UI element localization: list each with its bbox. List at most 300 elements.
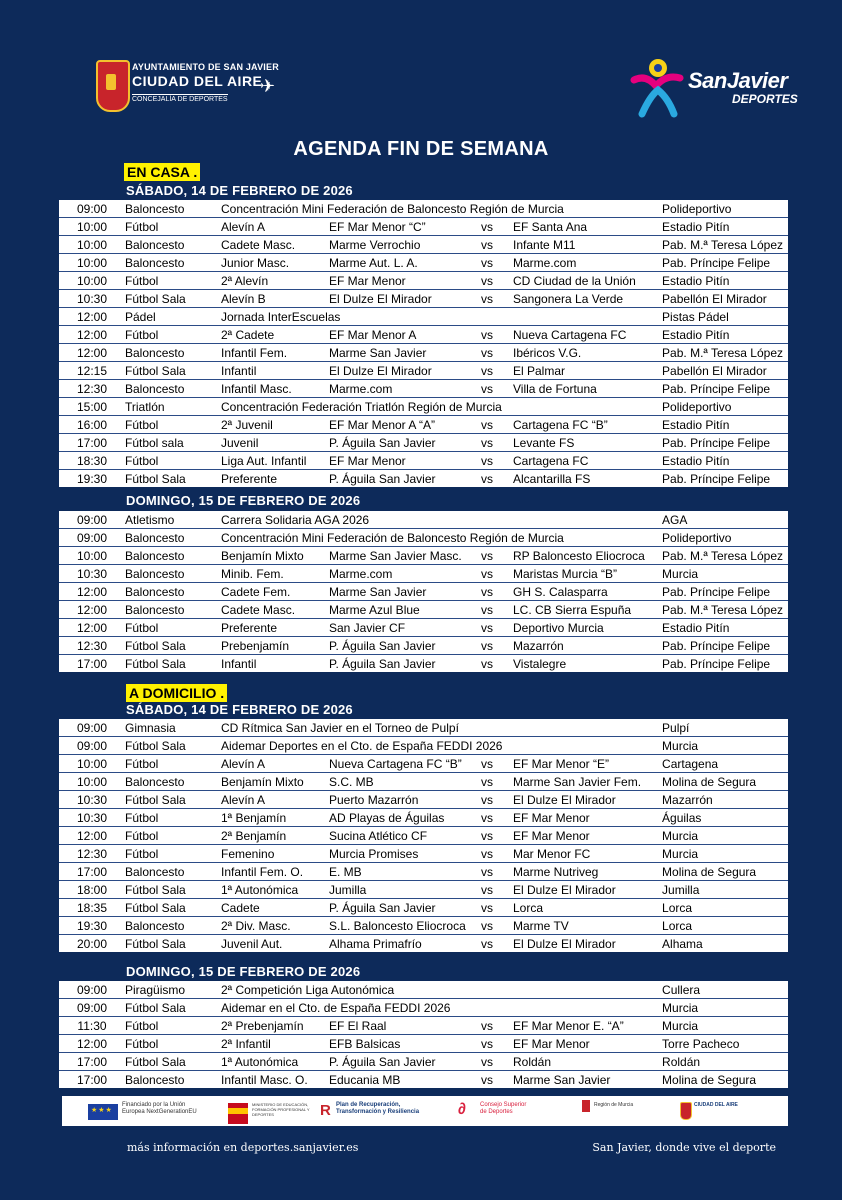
vs-cell: vs (477, 917, 509, 935)
vs-cell: vs (477, 1035, 509, 1053)
schedule-row (59, 398, 788, 416)
schedule-row (59, 881, 788, 899)
away-team-cell: Cartagena FC “B” (509, 416, 658, 434)
category-cell: 2ª Juvenil (217, 416, 325, 434)
time-cell: 17:00 (59, 1053, 121, 1071)
sport-cell: Fútbol Sala (121, 1053, 217, 1071)
category-cell: 1ª Benjamín (217, 809, 325, 827)
coat-of-arms-icon (96, 60, 130, 112)
home-team-cell: Nueva Cartagena FC “B” (325, 755, 477, 773)
category-cell: Infantil Fem. O. (217, 863, 325, 881)
vs-cell: vs (477, 218, 509, 236)
schedule-row (59, 655, 788, 673)
category-cell: Aidemar Deportes en el Cto. de España FEDDI 2026 (217, 737, 658, 755)
sport-cell: Piragüismo (121, 981, 217, 999)
time-cell: 17:00 (59, 863, 121, 881)
vs-cell: vs (477, 416, 509, 434)
page-title: AGENDA FIN DE SEMANA (293, 138, 549, 160)
time-cell: 18:30 (59, 452, 121, 470)
home-team-cell: S.C. MB (325, 773, 477, 791)
schedule-row (59, 547, 788, 565)
time-cell: 18:00 (59, 881, 121, 899)
category-cell: Infantil (221, 656, 257, 671)
schedule-row (59, 827, 788, 845)
time-cell: 20:00 (76, 936, 108, 951)
category-cell: Juvenil Aut. (221, 936, 283, 951)
vs-cell: vs (477, 254, 509, 272)
sj-brand-subtitle: DEPORTES (732, 92, 798, 106)
schedule-row (59, 470, 788, 488)
time-cell: 10:30 (59, 565, 121, 583)
vs-cell: vs (477, 899, 509, 917)
vs-cell: vs (477, 863, 509, 881)
sport-cell: Fútbol Sala (121, 737, 217, 755)
home-team-cell: EF Mar Menor A “A” (325, 416, 477, 434)
schedule-row (59, 583, 788, 601)
csd-logo: Consejo Superior de Deportes (480, 1102, 527, 1115)
category-cell: Infantil (217, 362, 325, 380)
schedule-row (59, 637, 788, 655)
athlete-figure-icon (628, 56, 686, 118)
home-team-cell: Alhama Primafrío (329, 936, 422, 951)
time-cell: 15:00 (59, 398, 121, 416)
vs-cell: vs (477, 452, 509, 470)
time-cell: 12:00 (59, 601, 121, 619)
category-cell: Jornada InterEscuelas (217, 308, 658, 326)
sport-cell: Fútbol (121, 827, 217, 845)
home-team-cell: Educania MB (329, 1072, 401, 1087)
venue-cell: Pab. Príncipe Felipe (662, 471, 771, 486)
sport-cell: Pádel (121, 308, 217, 326)
time-cell: 10:00 (59, 218, 121, 236)
vs-cell: vs (477, 881, 509, 899)
category-cell: Concentración Mini Federación de Baloncesto Región de Murcia (217, 529, 658, 547)
time-cell: 11:30 (59, 1017, 121, 1035)
schedule-row (59, 200, 788, 218)
schedule-row (59, 791, 788, 809)
schedule-row (59, 619, 788, 637)
spain-flag-icon (228, 1103, 248, 1124)
sport-cell: Fútbol Sala (121, 791, 217, 809)
venue-cell: Pabellón El Mirador (658, 290, 788, 308)
venue-cell: Roldán (658, 1053, 788, 1071)
vs-cell: vs (477, 827, 509, 845)
time-cell: 10:00 (59, 254, 121, 272)
day-heading-domicilio-saturday: SÁBADO, 14 DE FEBRERO DE 2026 (126, 702, 353, 717)
venue-cell: Murcia (658, 1017, 788, 1035)
sport-cell: Fútbol Sala (125, 471, 186, 486)
schedule-row (59, 308, 788, 326)
time-cell: 12:00 (59, 308, 121, 326)
away-team-cell: EF Santa Ana (509, 218, 658, 236)
time-cell: 10:00 (59, 272, 121, 290)
sport-cell: Atletismo (121, 511, 217, 529)
home-team-cell: Marme San Javier (325, 583, 477, 601)
venue-cell: Torre Pacheco (658, 1035, 788, 1053)
sport-cell: Baloncesto (121, 601, 217, 619)
category-cell: Carrera Solidaria AGA 2026 (217, 511, 658, 529)
sport-cell: Baloncesto (121, 380, 217, 398)
vs-cell: vs (477, 547, 509, 565)
schedule-row (59, 755, 788, 773)
category-cell: Concentración Mini Federación de Baloncesto Región de Murcia (217, 200, 658, 218)
time-cell: 12:00 (59, 583, 121, 601)
time-cell: 09:00 (59, 981, 121, 999)
venue-cell: Pab. Príncipe Felipe (658, 583, 788, 601)
venue-cell: Murcia (658, 827, 788, 845)
schedule-table (59, 981, 788, 1088)
home-team-cell: EFB Balsicas (325, 1035, 477, 1053)
time-cell: 10:00 (59, 236, 121, 254)
ayuntamiento-line1: AYUNTAMIENTO DE SAN JAVIER (132, 62, 279, 72)
vs-cell: vs (477, 601, 509, 619)
vs-cell: vs (477, 791, 509, 809)
category-cell: Infantil Fem. (217, 344, 325, 362)
away-team-cell: Deportivo Murcia (509, 619, 658, 637)
day-heading-casa-saturday: SÁBADO, 14 DE FEBRERO DE 2026 (126, 183, 353, 198)
category-cell: 1ª Autonómica (217, 1053, 325, 1071)
away-team-cell: Alcantarilla FS (513, 471, 591, 486)
prtr-logo: Plan de Recuperación, Transformación y Resiliencia (336, 1102, 420, 1115)
schedule-row (59, 272, 788, 290)
venue-cell: Pab. M.ª Teresa López (658, 547, 788, 565)
vs-cell: vs (477, 362, 509, 380)
venue-cell: Estadio Pitín (658, 416, 788, 434)
away-team-cell: Mar Menor FC (509, 845, 658, 863)
away-team-cell: El Dulze El Mirador (509, 881, 658, 899)
sport-cell: Fútbol Sala (121, 290, 217, 308)
vs-cell: vs (477, 583, 509, 601)
schedule-row (59, 218, 788, 236)
venue-cell: Estadio Pitín (658, 619, 788, 637)
away-team-cell: Marme TV (509, 917, 658, 935)
category-cell: 1ª Autonómica (217, 881, 325, 899)
away-team-cell: Vistalegre (513, 656, 567, 671)
venue-cell: Murcia (658, 999, 788, 1017)
venue-cell: Pab. Príncipe Felipe (658, 380, 788, 398)
category-cell: Preferente (221, 471, 278, 486)
sport-cell: Fútbol Sala (125, 936, 186, 951)
home-team-cell: Marme Azul Blue (325, 601, 477, 619)
eu-funding-logo: Financiado por la Unión Europea NextGenerationEU (122, 1102, 197, 1115)
away-team-cell: EF Mar Menor “E” (509, 755, 658, 773)
vs-cell: vs (477, 434, 509, 452)
venue-cell: Pabellón El Mirador (658, 362, 788, 380)
time-cell: 12:00 (59, 1035, 121, 1053)
vs-cell: vs (477, 755, 509, 773)
venue-cell: Pab. Príncipe Felipe (658, 254, 788, 272)
time-cell: 12:15 (59, 362, 121, 380)
time-cell: 12:00 (59, 326, 121, 344)
sport-cell: Fútbol (121, 218, 217, 236)
home-team-cell: EF El Raal (325, 1017, 477, 1035)
away-team-cell: GH S. Calasparra (509, 583, 658, 601)
home-team-cell: Marme San Javier Masc. (325, 547, 477, 565)
vs-cell: vs (477, 236, 509, 254)
away-team-cell: EF Mar Menor (509, 809, 658, 827)
time-cell: 12:30 (59, 845, 121, 863)
time-cell: 10:30 (59, 809, 121, 827)
vs-cell: vs (477, 845, 509, 863)
schedule-row (59, 380, 788, 398)
schedule-row (59, 254, 788, 272)
away-team-cell: Roldán (509, 1053, 658, 1071)
vs-cell: vs (477, 809, 509, 827)
category-cell: Aidemar en el Cto. de España FEDDI 2026 (217, 999, 658, 1017)
schedule-table (59, 719, 788, 952)
sport-cell: Fútbol Sala (121, 899, 217, 917)
category-cell: Juvenil (217, 434, 325, 452)
venue-cell: Murcia (658, 565, 788, 583)
venue-cell: Pab. M.ª Teresa López (658, 236, 788, 254)
home-team-cell: Murcia Promises (325, 845, 477, 863)
sport-cell: Baloncesto (121, 236, 217, 254)
sport-cell: Fútbol sala (121, 434, 217, 452)
schedule-row (59, 1017, 788, 1035)
home-team-cell: EF Mar Menor (325, 272, 477, 290)
home-team-cell: P. Águila San Javier (329, 471, 436, 486)
sj-brand-name: SanJavier (688, 68, 788, 93)
sport-cell: Fútbol Sala (125, 656, 186, 671)
sanjavier-small-logo: CIUDAD DEL AIRE (694, 1102, 738, 1108)
category-cell: Femenino (217, 845, 325, 863)
sport-cell: Fútbol Sala (121, 362, 217, 380)
eu-flag-icon (88, 1104, 118, 1120)
schedule-row (59, 565, 788, 583)
ayuntamiento-line3: CONCEJALÍA DE DEPORTES (132, 96, 228, 103)
schedule-row (59, 809, 788, 827)
vs-cell: vs (477, 326, 509, 344)
sport-cell: Baloncesto (121, 583, 217, 601)
schedule-row (59, 529, 788, 547)
category-cell: Cadete Masc. (217, 601, 325, 619)
sport-cell: Baloncesto (121, 529, 217, 547)
away-team-cell: RP Baloncesto Eliocroca (509, 547, 658, 565)
time-cell: 10:30 (59, 290, 121, 308)
venue-cell: Polideportivo (658, 398, 788, 416)
venue-cell: Pab. Príncipe Felipe (662, 656, 771, 671)
vs-cell: vs (481, 471, 493, 486)
venue-cell: Lorca (658, 917, 788, 935)
venue-cell: AGA (658, 511, 788, 529)
venue-cell: Estadio Pitín (658, 452, 788, 470)
sport-cell: Baloncesto (121, 344, 217, 362)
home-team-cell: EF Mar Menor “C” (325, 218, 477, 236)
schedule-table (59, 511, 788, 672)
home-team-cell: Marme.com (325, 380, 477, 398)
venue-cell: Estadio Pitín (658, 218, 788, 236)
away-team-cell: CD Ciudad de la Unión (509, 272, 658, 290)
sport-cell: Baloncesto (121, 773, 217, 791)
category-cell: 2ª Infantil (217, 1035, 325, 1053)
sport-cell: Fútbol (121, 809, 217, 827)
away-team-cell: EF Mar Menor (509, 1035, 658, 1053)
venue-cell: Pulpí (658, 719, 788, 737)
venue-cell: Alhama (662, 936, 703, 951)
footer-info-link[interactable]: más información en deportes.sanjavier.es (127, 1141, 359, 1154)
category-cell: Infantil Masc. (217, 380, 325, 398)
category-cell: Alevín A (217, 755, 325, 773)
home-team-cell: Puerto Mazarrón (325, 791, 477, 809)
category-cell: Cadete Fem. (217, 583, 325, 601)
away-team-cell: Marme San Javier (513, 1072, 611, 1087)
schedule-row (59, 236, 788, 254)
category-cell: Alevín B (217, 290, 325, 308)
schedule-row (59, 719, 788, 737)
ayuntamiento-logo (96, 58, 286, 114)
time-cell: 18:35 (59, 899, 121, 917)
ministerio-logo: MINISTERIO DE EDUCACIÓN, FORMACIÓN PROFESIONAL Y DEPORTES (252, 1102, 310, 1117)
away-team-cell: Lorca (509, 899, 658, 917)
time-cell: 17:00 (76, 1072, 108, 1087)
sport-cell: Fútbol (121, 272, 217, 290)
time-cell: 09:00 (59, 511, 121, 529)
time-cell: 12:30 (59, 380, 121, 398)
prtr-logo-icon: R (320, 1102, 331, 1119)
category-cell: Concentración Federación Triatlón Región de Murcia (217, 398, 658, 416)
venue-cell: Pab. M.ª Teresa López (658, 601, 788, 619)
category-cell: Junior Masc. (217, 254, 325, 272)
schedule-row (59, 773, 788, 791)
home-team-cell: P. Águila San Javier (325, 899, 477, 917)
time-cell: 09:00 (59, 737, 121, 755)
sport-cell: Gimnasia (121, 719, 217, 737)
away-team-cell: Marme.com (509, 254, 658, 272)
away-team-cell: Infante M11 (509, 236, 658, 254)
schedule-row (59, 601, 788, 619)
schedule-row (59, 416, 788, 434)
venue-cell: Mazarrón (658, 791, 788, 809)
venue-cell: Molina de Segura (658, 773, 788, 791)
schedule-row (59, 1071, 788, 1089)
vs-cell: vs (477, 619, 509, 637)
sport-cell: Fútbol (121, 1017, 217, 1035)
category-cell: Alevín A (217, 218, 325, 236)
vs-cell: vs (477, 290, 509, 308)
category-cell: 2ª Prebenjamín (217, 1017, 325, 1035)
venue-cell: Cullera (658, 981, 788, 999)
home-team-cell: EF Mar Menor A (325, 326, 477, 344)
home-team-cell: Jumilla (325, 881, 477, 899)
away-team-cell: Nueva Cartagena FC (509, 326, 658, 344)
sport-cell: Baloncesto (121, 200, 217, 218)
away-team-cell: Sangonera La Verde (509, 290, 658, 308)
category-cell: 2ª Competición Liga Autonómica (217, 981, 658, 999)
vs-cell: vs (481, 1072, 493, 1087)
time-cell: 12:30 (59, 637, 121, 655)
category-cell: Alevín A (217, 791, 325, 809)
home-team-cell: EF Mar Menor (325, 452, 477, 470)
vs-cell: vs (477, 344, 509, 362)
csd-logo-icon: ∂ (458, 1101, 466, 1118)
sport-cell: Baloncesto (121, 254, 217, 272)
time-cell: 12:00 (59, 619, 121, 637)
home-team-cell: Marme.com (325, 565, 477, 583)
schedule-row (59, 845, 788, 863)
away-team-cell: Villa de Fortuna (509, 380, 658, 398)
category-cell: 2ª Benjamín (217, 827, 325, 845)
schedule-row (59, 290, 788, 308)
sport-cell: Baloncesto (121, 565, 217, 583)
sport-cell: Baloncesto (121, 917, 217, 935)
category-cell: Preferente (217, 619, 325, 637)
sport-cell: Fútbol Sala (121, 637, 217, 655)
away-team-cell: Marme Nutriveg (509, 863, 658, 881)
sport-cell: Fútbol (121, 416, 217, 434)
venue-cell: Estadio Pitín (658, 272, 788, 290)
murcia-logo: Región de Murcia (594, 1102, 634, 1108)
vs-cell: vs (477, 1053, 509, 1071)
category-cell: Benjamín Mixto (217, 773, 325, 791)
vs-cell: vs (477, 272, 509, 290)
time-cell: 12:00 (59, 344, 121, 362)
category-cell: Minib. Fem. (217, 565, 325, 583)
airplane-icon: ✈ (260, 76, 276, 96)
home-team-cell: P. Águila San Javier (325, 637, 477, 655)
away-team-cell: LC. CB Sierra Espuña (509, 601, 658, 619)
venue-cell: Jumilla (658, 881, 788, 899)
home-team-cell: P. Águila San Javier (325, 1053, 477, 1071)
schedule-row (59, 452, 788, 470)
sport-cell: Baloncesto (121, 547, 217, 565)
sport-cell: Fútbol Sala (121, 999, 217, 1017)
sport-cell: Fútbol (121, 755, 217, 773)
vs-cell: vs (477, 380, 509, 398)
away-team-cell: Mazarrón (509, 637, 658, 655)
time-cell: 10:00 (59, 773, 121, 791)
schedule-row (59, 899, 788, 917)
time-cell: 17:00 (59, 434, 121, 452)
venue-cell: Molina de Segura (658, 863, 788, 881)
away-team-cell: EF Mar Menor E. “A” (509, 1017, 658, 1035)
schedule-row (59, 362, 788, 380)
time-cell: 19:30 (59, 917, 121, 935)
home-team-cell: Sucina Atlético CF (325, 827, 477, 845)
venue-cell: Pab. Príncipe Felipe (658, 637, 788, 655)
venue-cell: Cartagena (658, 755, 788, 773)
away-team-cell: Ibéricos V.G. (509, 344, 658, 362)
sport-cell: Baloncesto (121, 863, 217, 881)
home-team-cell: E. MB (325, 863, 477, 881)
time-cell: 10:00 (59, 547, 121, 565)
schedule-row (59, 981, 788, 999)
sport-cell: Fútbol (121, 619, 217, 637)
time-cell: 09:00 (59, 719, 121, 737)
schedule-row (59, 326, 788, 344)
time-cell: 09:00 (59, 999, 121, 1017)
category-cell: Benjamín Mixto (217, 547, 325, 565)
schedule-row (59, 1035, 788, 1053)
venue-cell: Polideportivo (658, 529, 788, 547)
away-team-cell: Marme San Javier Fem. (509, 773, 658, 791)
time-cell: 12:00 (59, 827, 121, 845)
schedule-row (59, 511, 788, 529)
venue-cell: Lorca (658, 899, 788, 917)
venue-cell: Estadio Pitín (658, 326, 788, 344)
ayuntamiento-line2: CIUDAD DEL AIRE (132, 73, 263, 89)
day-heading-domicilio-sunday: DOMINGO, 15 DE FEBRERO DE 2026 (126, 964, 361, 979)
time-cell: 09:00 (59, 200, 121, 218)
schedule-row (59, 344, 788, 362)
sport-cell: Fútbol (121, 326, 217, 344)
venue-cell: Molina de Segura (662, 1072, 757, 1087)
home-team-cell: AD Playas de Águilas (325, 809, 477, 827)
home-team-cell: El Dulze El Mirador (325, 362, 477, 380)
day-heading-casa-sunday: DOMINGO, 15 DE FEBRERO DE 2026 (126, 493, 361, 508)
venue-cell: Murcia (658, 845, 788, 863)
away-team-cell: Levante FS (509, 434, 658, 452)
home-team-cell: Marme Aut. L. A. (325, 254, 477, 272)
